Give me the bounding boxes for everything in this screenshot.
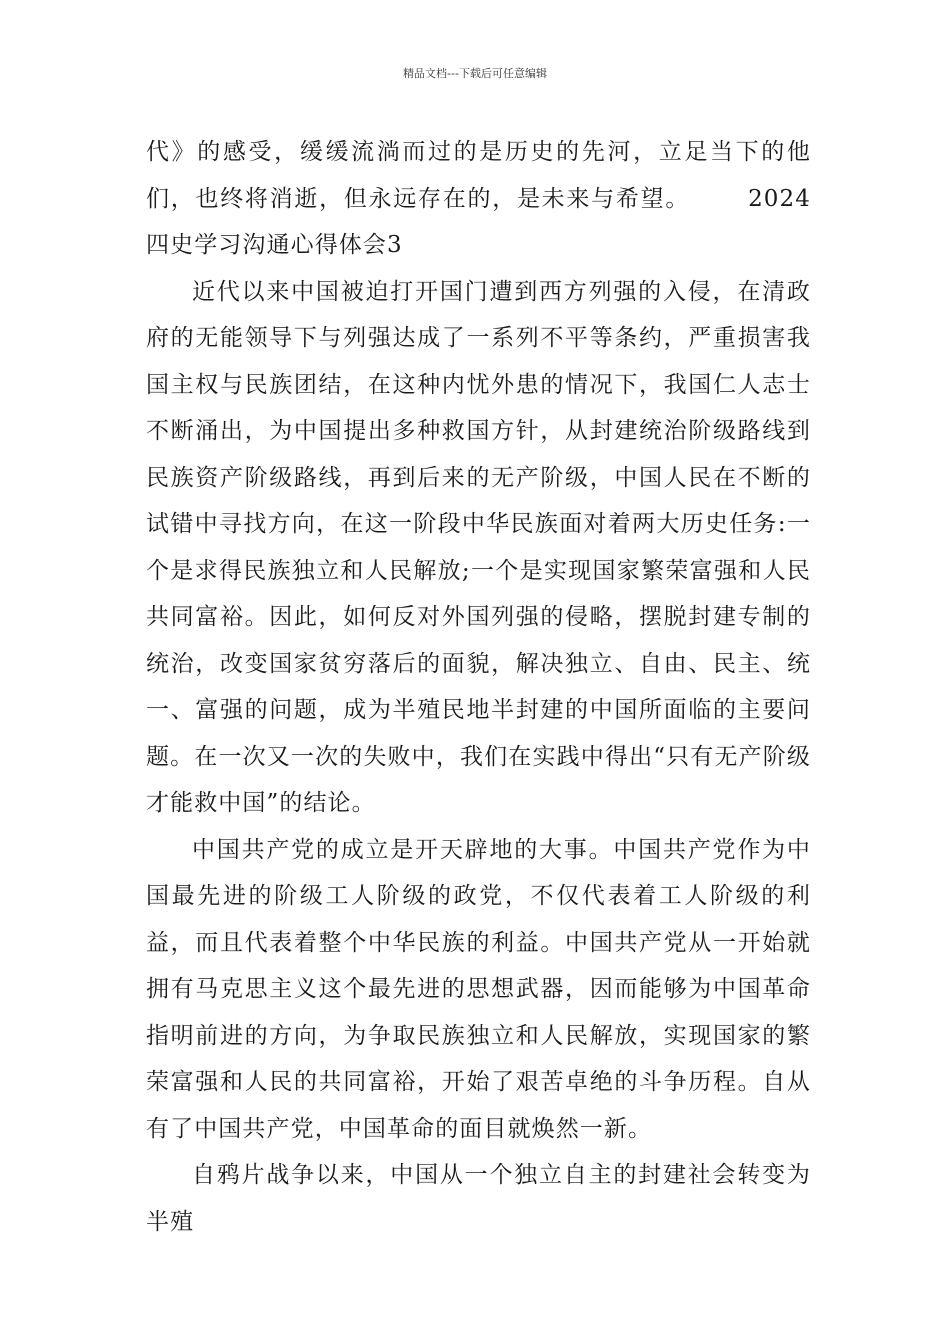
intro-paragraph: [146, 129, 811, 269]
document-body: [146, 129, 811, 1245]
paragraph-2: 中国共产党的成立是开天辟地的大事。中国共产党作为中国最先进的阶级工人阶级的政党，不仅代表着工人阶级的利益，而且代表着整个中华民族的利益。中国共产党从一开始就拥有马克思主义这个最先进的思想武器，因而能够为中国革命指明前进的方向，为争取民族独立和人民解放，实现国家的繁荣富强和人民的共同富裕，开始了艰苦卓绝的斗争历程。自从有了中国共产党，中国革命的面目就焕然一新。: [146, 836, 811, 1142]
paragraph-1: 近代以来中国被迫打开国门遭到西方列强的入侵，在清政府的无能领导下与列强达成了一系列不平等条约，严重损害我国主权与民族团结，在这种内忧外患的情况下，我国仁人志士不断涌出，为中国提出多种救国方针，从封建统治阶级路线到民族资产阶级路线，再到后来的无产阶级，中国人民在不断的试错中寻找方向，在这一阶段中华民族面对着两大历史任务:一个是求得民族独立和人民解放;一个是实现国家繁荣富强和人民共同富裕。因此，如何反对外国列强的侵略，摆脱封建专制的统治，改变国家贫穷落后的面貌，解决独立、自由、民主、统一、富强的问题，成为半殖民地半封建的中国所面临的主要问题。在一次又一次的失败中，我们在实践中得出“只有无产阶级才能救中国”的结论。: [146, 278, 811, 816]
intro-continuation-text: 代》的感受，缓缓流淌而过的是历史的先河，立足当下的他们，也终将消逝，但永远存在的，是未来与希望。: [146, 139, 811, 212]
section-heading: 2024四史学习沟通心得体会3: [146, 185, 811, 258]
paragraph-3: 自鸦片战争以来，中国从一个独立自主的封建社会转变为半殖: [146, 1162, 811, 1235]
page-header: 精品文档---下载后可任意编辑: [403, 67, 547, 80]
